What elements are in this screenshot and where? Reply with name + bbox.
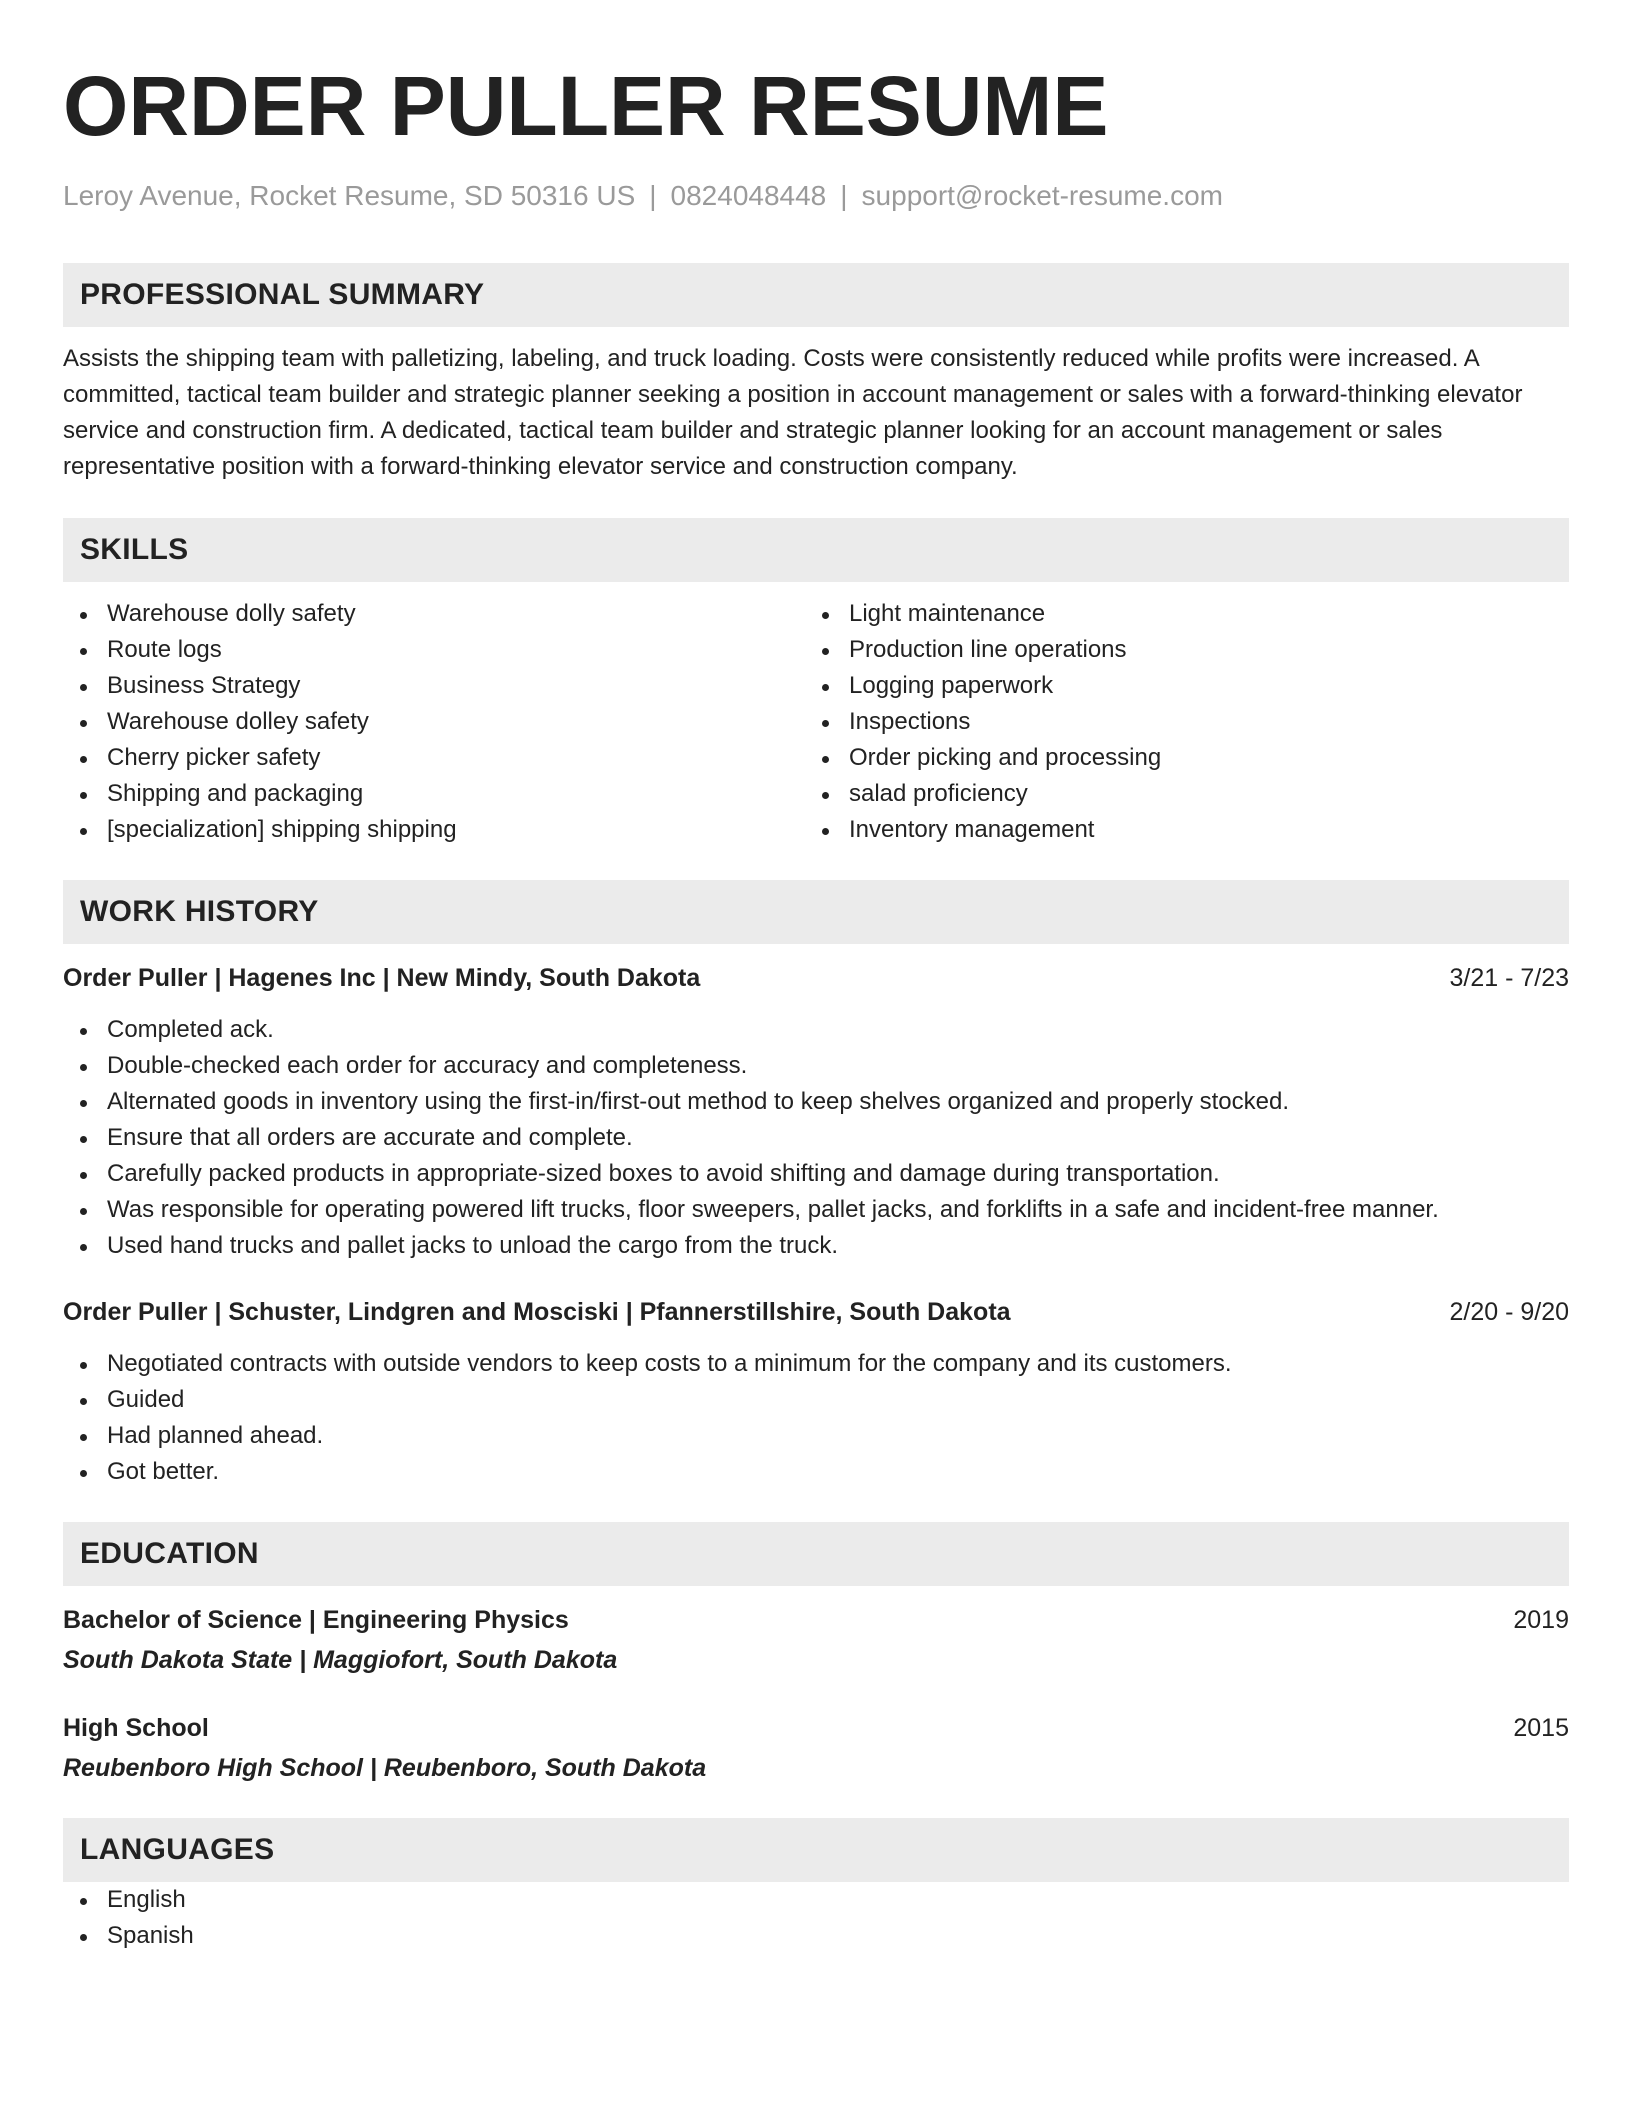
job-title: Order Puller | Schuster, Lindgren and Mosciski | Pfannerstillshire, South Dakota [63,1298,1011,1326]
job-dates: 2/20 - 9/20 [1449,1298,1569,1326]
skill-item: Production line operations [805,632,1547,668]
contact-email: support@rocket-resume.com [861,180,1223,211]
skills-column-left [63,596,805,848]
education-entry [63,1602,1569,1678]
job-entry [63,1294,1569,1490]
summary-heading: PROFESSIONAL SUMMARY [63,263,1569,327]
education-degree: Bachelor of Science | Engineering Physics [63,1606,569,1634]
job-entry [63,960,1569,1264]
job-header [63,960,1569,996]
job-bullet: Got better. [63,1454,1569,1490]
languages-heading: LANGUAGES [63,1818,1569,1882]
resume-title: ORDER PULLER RESUME [63,59,1109,153]
job-bullet: Ensure that all orders are accurate and complete. [63,1120,1569,1156]
summary-text: Assists the shipping team with palletizing, labeling, and truck loading. Costs were consistently reduced while profits were increased. A committed, tactical team builder and strategic planner seeking a position in account management or sales with a forward-thinking elevator service and construction firm. A dedicated, tactical team builder and strategic planner looking for an account management or sales representative position with a forward-thinking elevator service and construction company. [63,345,1523,480]
contact-separator: | [840,180,848,211]
job-header [63,1294,1569,1330]
contact-line [63,178,1569,214]
skills-list-left [63,596,805,848]
skill-item: salad proficiency [805,776,1547,812]
skill-item: Warehouse dolley safety [63,704,805,740]
job-bullet: Used hand trucks and pallet jacks to unload the cargo from the truck. [63,1228,1569,1264]
job-bullet: Double-checked each order for accuracy and completeness. [63,1048,1569,1084]
language-item: Spanish [63,1918,1569,1954]
skill-item: Light maintenance [805,596,1547,632]
skill-item: Business Strategy [63,668,805,704]
education-header [63,1710,1569,1746]
job-bullets [63,1346,1569,1490]
education-year: 2015 [1513,1714,1569,1742]
skills-column-right [805,596,1547,848]
skill-item: Logging paperwork [805,668,1547,704]
education-header [63,1602,1569,1638]
job-bullet: Had planned ahead. [63,1418,1569,1454]
skill-item: Order picking and processing [805,740,1547,776]
language-item: English [63,1882,1569,1918]
job-dates: 3/21 - 7/23 [1449,964,1569,992]
skill-item: Inventory management [805,812,1547,848]
skill-item: Inspections [805,704,1547,740]
skills-grid [63,596,1569,848]
job-title: Order Puller | Hagenes Inc | New Mindy, South Dakota [63,964,701,992]
education-school: Reubenboro High School | Reubenboro, South Dakota [63,1754,707,1782]
contact-phone: 0824048448 [670,180,827,211]
job-bullet: Alternated goods in inventory using the first-in/first-out method to keep shelves organized and properly stocked. [63,1084,1569,1120]
job-bullets [63,1012,1569,1264]
education-entry [63,1710,1569,1786]
job-bullet: Negotiated contracts with outside vendors to keep costs to a minimum for the company and its customers. [63,1346,1569,1382]
education-heading: EDUCATION [63,1522,1569,1586]
skills-list-right [805,596,1547,848]
education-year: 2019 [1513,1606,1569,1634]
skill-item: Shipping and packaging [63,776,805,812]
job-bullet: Completed ack. [63,1012,1569,1048]
education-degree: High School [63,1714,209,1742]
skills-heading: SKILLS [63,518,1569,582]
languages-list [63,1882,1569,1954]
skill-item: [specialization] shipping shipping [63,812,805,848]
job-bullet: Was responsible for operating powered lift trucks, floor sweepers, pallet jacks, and forklifts in a safe and incident-free manner. [63,1192,1569,1228]
contact-address: Leroy Avenue, Rocket Resume, SD 50316 US [63,180,636,211]
job-bullet: Guided [63,1382,1569,1418]
education-school: South Dakota State | Maggiofort, South Dakota [63,1646,618,1674]
skill-item: Cherry picker safety [63,740,805,776]
job-bullet: Carefully packed products in appropriate-sized boxes to avoid shifting and damage during transportation. [63,1156,1569,1192]
contact-separator: | [649,180,657,211]
work-history-heading: WORK HISTORY [63,880,1569,944]
skill-item: Warehouse dolly safety [63,596,805,632]
skill-item: Route logs [63,632,805,668]
